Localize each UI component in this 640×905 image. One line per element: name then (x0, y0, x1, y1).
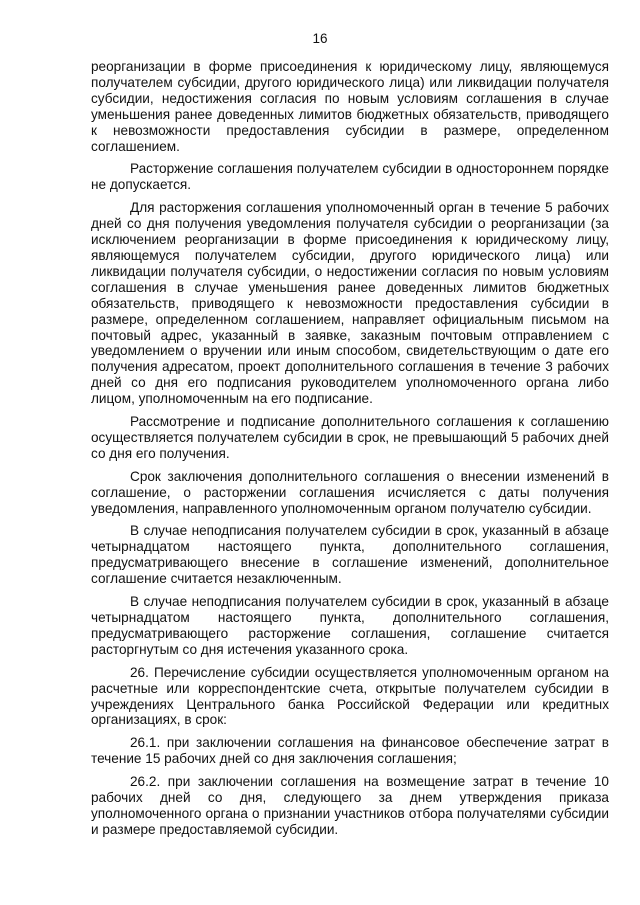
paragraph-unsigned-amendment: В случае неподписания получателем субсидии в срок, указанный в абзаце четырнадцатом настоящего пункта, дополнительного соглашения, предусматривающего внесение в соглашение изменений, дополнительное соглашение считается незаключенным. (91, 523, 609, 587)
document-body (91, 59, 609, 845)
paragraph-continuation: реорганизации в форме присоединения к юридическому лицу, являющемуся получателем субсидии, другого юридического лица) или ликвидации получателя субсидии, недостижения согласия по новым условиям соглашения в случае уменьшения ранее доведенных лимитов бюджетных обязательств, приводящего к невозможности предоставления субсидии в размере, определенном соглашением. (91, 59, 609, 154)
page-number: 16 (312, 31, 328, 46)
paragraph-unsigned-termination: В случае неподписания получателем субсидии в срок, указанный в абзаце четырнадцатом настоящего пункта, дополнительного соглашения, предусматривающего расторжение соглашения, соглашение считается расторгнутым со дня истечения указанного срока. (91, 594, 609, 657)
paragraph-item-26-1: 26.1. при заключении соглашения на финансовое обеспечение затрат в течение 15 рабочих дней со дня заключения соглашения; (91, 735, 609, 767)
paragraph-review-and-signing: Рассмотрение и подписание дополнительного соглашения к соглашению осуществляется получателем субсидии в срок, не превышающий 5 рабочих дней со дня его получения. (91, 414, 609, 461)
paragraph-term-calculation: Срок заключения дополнительного соглашения о внесении изменений в соглашение, о расторжении соглашения исчисляется с даты получения уведомления, направленного уполномоченным органом получателю субсидии. (91, 468, 609, 516)
paragraph-item-26-2: 26.2. при заключении соглашения на возмещение затрат в течение 10 рабочих дней со дня, следующего за днем утверждения приказа уполномоченного органа о признании участников отбора получателями субсидии и размере предоставляемой субсидии. (91, 774, 609, 837)
paragraph-termination-procedure: Для расторжения соглашения уполномоченный орган в течение 5 рабочих дней со дня получения уведомления получателя субсидии о реорганизации (за исключением реорганизации в форме присоединения к юридическому лицу, являющемуся получателем субсидии, другого юридического лица) или ликвидации получателя субсидии, о недостижении согласия по новым условиям соглашения в случае уменьшения ранее доведенных лимитов бюджетных обязательств, приводящего к невозможности предоставления субсидии в размере, определенном соглашением, направляет официальным письмом на почтовый адрес, указанный в заявке, заказным почтовым отправлением с уведомлением о вручении или иным способом, свидетельствующим о дате его получения адресатом, проект дополнительного соглашения в течение 3 рабочих дней со дня его подписания руководителем уполномоченного органа либо лицом, уполномоченным на его подписание. (91, 200, 609, 407)
paragraph-item-26: 26. Перечисление субсидии осуществляется уполномоченным органом на расчетные или корреспондентские счета, открытые получателем субсидии в учреждениях Центрального банка Российской Федерации или кредитных организациях, в срок: (91, 664, 609, 728)
paragraph-unilateral-termination: Расторжение соглашения получателем субсидии в одностороннем порядке не допускается. (91, 161, 609, 193)
